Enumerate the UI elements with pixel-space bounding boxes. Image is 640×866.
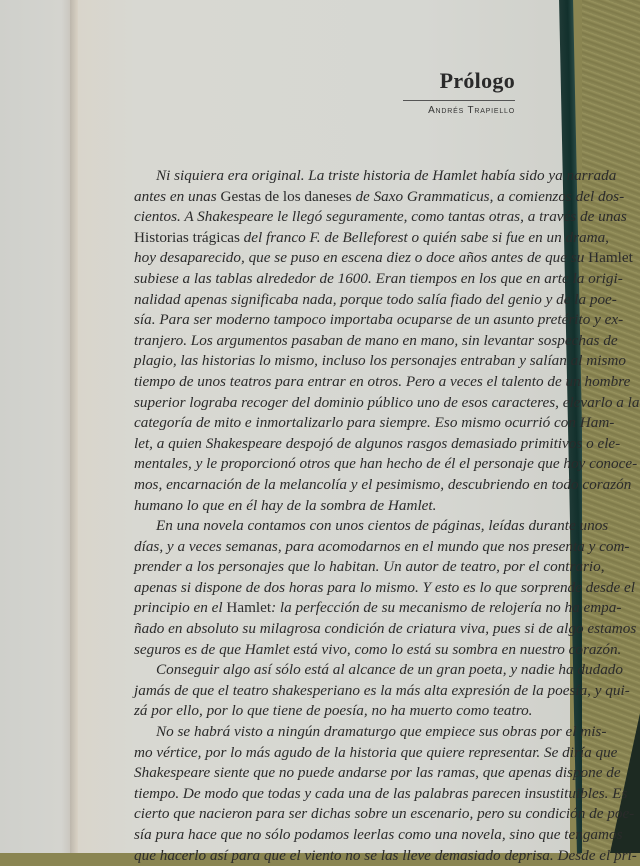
paragraph [112,660,630,722]
text-line: días, y a veces semanas, para acomodarnos en el mundo que nos presenta y com- [134,537,630,555]
text-line: que hacerlo así para que el viento no se las lleve demasiado deprisa. Desde el pri- [134,846,637,864]
text-line: subiese a las tablas alrededor de 1600. Eran tiempos en los que en arte la origi- [134,269,623,287]
text-line: En una novela contamos con unos cientos de páginas, leídas durante unos [156,517,609,535]
text-line: No se habrá visto a ningún dramaturgo que empiece sus obras por el mis- [156,723,607,741]
title-rule [403,100,515,101]
text-line: cientos. A Shakespeare le llegó seguramente, como tantas otras, a través de unas [134,208,627,226]
text-line: categoría de mito e inmortalizarlo para siempre. Eso mismo ocurrió con Ham- [134,414,615,432]
paragraph [112,166,640,516]
text-line: mo vértice, por lo más agudo de la historia que quiere representar. Se diría que [134,743,618,761]
text-line: hoy desaparecido, que se puso en escena diez o doce años antes de que su Hamlet [134,249,633,267]
text-line: superior lograba recoger del dominio público uno de esos caracteres, elevarlo a la [134,393,640,411]
text-line: plagio, las historias lo mismo, incluso los personajes entraban y salían al mismo [134,352,626,370]
chapter-header [403,68,515,116]
text-line: Ni siquiera era original. La triste historia de Hamlet había sido ya narrada [156,167,617,184]
paragraph [112,722,637,866]
text-line: Historias trágicas del franco F. de Belleforest o quién sabe si fue en un drama, [134,228,609,246]
text-line: mos, encarnación de la melancolía y el pesimismo, descubriendo en todo corazón [134,475,632,493]
text-line: let, a quien Shakespeare despojó de algunos rasgos demasiado primitivos o ele- [134,434,621,452]
text-line: humano lo que en él hay de la sombra de Hamlet. [134,496,437,514]
text-line: apenas si dispone de dos horas para lo mismo. Y esto es lo que sorprende desde el [134,578,636,596]
text-line: tiempo de unos teatros para entrar en otros. Pero a veces el talento de un hombre [134,372,631,390]
text-line: jamás de que el teatro shakesperiano es la más alta expresión de la poesía, y qui- [134,681,630,699]
text-line: tiempo. De modo que todas y cada una de las palabras parecen insustituibles. Es [134,784,628,802]
left-page [0,0,72,853]
text-line: principio en el Hamlet: la perfección de su mecanismo de relojería no ha empa- [134,599,622,617]
chapter-title: Prólogo [439,68,515,93]
text-line: Conseguir algo así sólo está al alcance de un gran poeta, y nadie ha dudado [156,661,623,679]
text-line: sía pura hace que no sólo podamos leerlas como una novela, sino que tengamos [134,826,623,843]
text-line: tranjero. Los argumentos pasaban de mano en mano, sin levantar sospechas de [134,331,618,349]
text-line: mentales, y le proporcionó otros que han hecho de él el personaje que hoy conoce- [134,455,638,473]
text-line: nalidad apenas significaba nada, porque todo salía fiado del genio y de la poe- [134,290,617,308]
text-line: seguros es de que Hamlet está vivo, como lo está su sombra en nuestro corazón. [134,640,622,658]
text-line: cierto que nacieron para ser dichas sobre un escenario, pero su condición de poe- [134,805,635,823]
text-line: Shakespeare siente que no puede andarse por las ramas, que apenas dispone de [134,764,621,782]
text-line: zá por ello, por lo que tiene de poesía, no ha muerto como teatro. [134,702,533,720]
text-line: ñado en absoluto su milagrosa condición de criatura viva, pues si de algo estamos [134,620,637,638]
prologue-body [112,166,640,866]
text-line: prender a los personajes que lo habitan. Un autor de teatro, por el contrario, [134,558,605,576]
author-name: Andrés Trapiello [428,105,515,116]
text-line: antes en unas Gestas de los daneses de Saxo Grammaticus, a comienzos del dos- [134,187,625,205]
text-line: sía. Para ser moderno tampoco importaba ocuparse de un asunto pretérito y ex- [134,311,624,329]
paragraph [112,516,637,660]
